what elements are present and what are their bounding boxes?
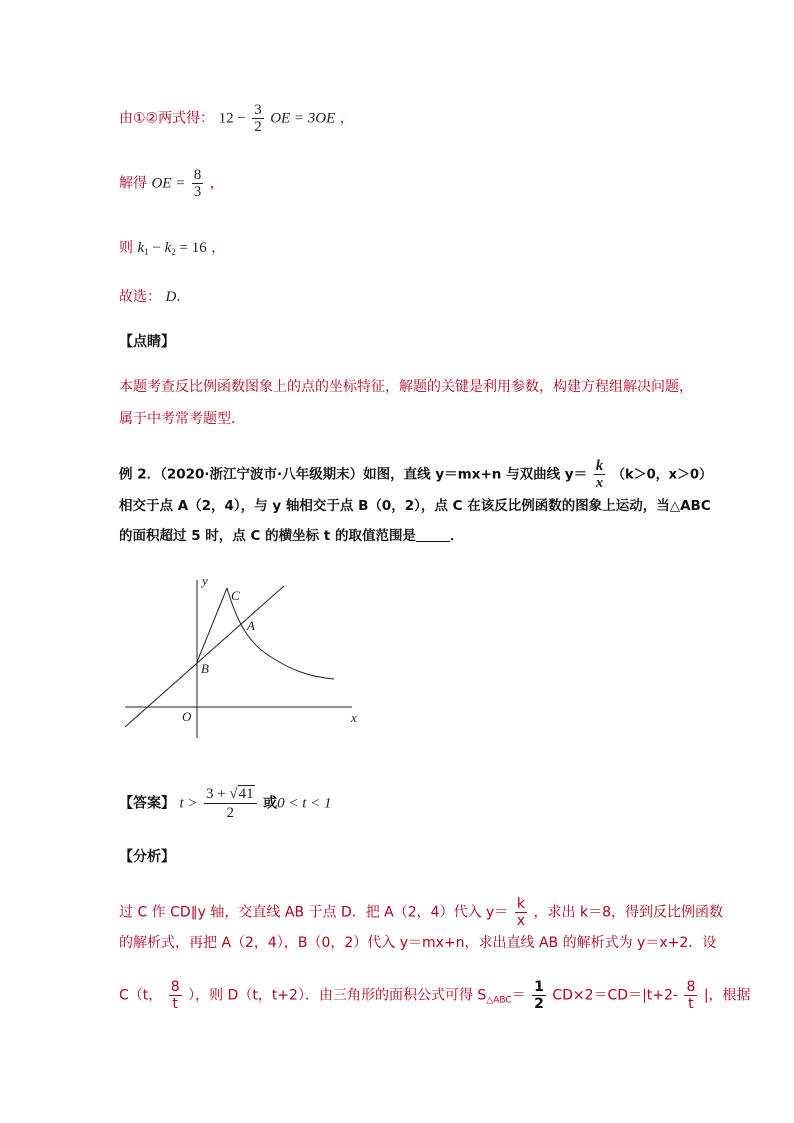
fraction-numerator: k	[595, 458, 604, 474]
line-ab	[125, 586, 284, 727]
fraction-denominator: 3	[193, 184, 202, 200]
analysis-text-1a: 过 C 作 CD∥y 轴，交直线 AB 于点 D．把 A（2，4）代入 y＝	[119, 904, 509, 921]
example-2-text-a: 例 2．（2020·浙江宁波市·八年级期末）如图，直线 y＝mx+n 与双曲线 y＝	[119, 466, 588, 483]
dianjing-paragraph-2: 属于中考常考题型．	[119, 411, 245, 427]
answer-blank	[416, 541, 450, 542]
fraction-numerator: 8	[193, 167, 202, 183]
area-subscript: △ABC	[486, 995, 512, 1006]
point-b-label: B	[201, 661, 209, 676]
fraction-8-over-t	[169, 979, 182, 1012]
subscript-1: 1	[144, 247, 149, 257]
dianjing-paragraph-1: 本题考查反比例函数图象上的点的坐标特征，解题的关键是利用参数，构建方程组解决问题，	[119, 379, 693, 395]
equals-16: = 16	[175, 240, 207, 256]
fraction-one-half	[532, 979, 546, 1012]
analysis-text-3d: CD×2＝CD＝|t+2-	[552, 987, 678, 1004]
fraction-denominator: 2	[534, 996, 544, 1012]
fraction-k-over-x	[515, 896, 527, 929]
example-2-text-c: 的面积超过 5 时，点 C 的横坐标 t 的取值范围是	[119, 528, 416, 544]
step-4-suffix: .	[176, 289, 181, 305]
fraction-three-halves	[252, 102, 264, 135]
solution-step-3	[119, 238, 225, 262]
fraction-numerator	[204, 785, 257, 804]
segment-bc	[197, 588, 227, 662]
sqrt-radicand: 41	[238, 786, 254, 802]
fraction-denominator: 2	[226, 805, 235, 821]
origin-label: O	[182, 709, 192, 724]
answer-heading: 【答案】	[119, 795, 175, 812]
equals-sign: ＝	[511, 987, 526, 1004]
example-2-text-b: （k＞0，x＞0）	[611, 467, 713, 483]
fraction-k-over-x	[594, 458, 606, 491]
fraction-denominator: t	[688, 996, 694, 1012]
analysis-text-1b: ，求出 k＝8，得到反比例函数	[533, 904, 723, 921]
minus-sign: −	[148, 240, 165, 256]
analysis-heading: 【分析】	[119, 849, 175, 865]
step-2-lhs: OE =	[151, 175, 186, 192]
fraction-eight-thirds	[192, 167, 204, 200]
fraction-numerator: 1	[534, 979, 544, 995]
analysis-text-3b: ），则 D（t，t+2）．由三角形的面积公式可得 S	[188, 987, 487, 1004]
numerator-three-plus: 3 +	[205, 786, 230, 802]
example-2-line-1	[119, 458, 712, 491]
fraction-denominator: t	[172, 996, 178, 1012]
solution-step-2	[119, 167, 224, 200]
analysis-line-2: 的解析式，再把 A（2，4），B（0，2）代入 y＝mx+n，求出直线 AB 的解析式为 y＝x+2．设	[119, 935, 717, 951]
step-3-prefix: 则	[119, 240, 138, 256]
step-3-suffix: ，	[211, 240, 226, 256]
hyperbola-curve	[227, 588, 334, 679]
fraction-numerator: k	[515, 896, 527, 913]
step-4-prefix: 故选：	[119, 289, 161, 305]
sqrt-sign: √	[229, 786, 238, 802]
step-1-prefix: 由①②两式得：	[119, 110, 215, 127]
answer-range: 0 < t < 1	[277, 795, 332, 812]
example-2-line-3	[119, 526, 463, 546]
fraction-numerator: 8	[170, 979, 180, 995]
analysis-text-3e: |，根据	[703, 987, 751, 1004]
k-symbol: k	[164, 240, 172, 256]
analysis-line-1	[119, 896, 723, 929]
answer-t-greater: t >	[179, 795, 198, 812]
fraction-denominator: x	[516, 913, 526, 929]
step-1-suffix: ，	[339, 110, 354, 127]
fraction-denominator: 2	[254, 119, 262, 135]
step-1-lhs: 12 −	[218, 110, 246, 127]
x-axis-label: x	[351, 710, 357, 725]
subscript-2: 2	[171, 247, 176, 257]
answer-fraction	[204, 785, 257, 822]
point-c-label: C	[231, 588, 240, 603]
analysis-line-3	[119, 979, 751, 1012]
solution-step-4	[119, 287, 181, 307]
step-1-rhs: OE = 3OE	[270, 110, 336, 127]
example-2-period: ．	[449, 528, 464, 544]
answer-line	[119, 785, 332, 822]
fraction-numerator: 3	[254, 102, 262, 118]
fraction-denominator: x	[595, 475, 604, 491]
chosen-answer: D	[165, 289, 177, 305]
analysis-text-3a: C（t，	[119, 987, 163, 1004]
fraction-numerator: 8	[686, 979, 696, 995]
dianjing-heading: 【点睛】	[119, 334, 175, 350]
step-2-prefix: 解得	[119, 175, 152, 192]
k-symbol: k	[137, 240, 145, 256]
answer-or: 或	[263, 795, 278, 812]
solution-step-1	[119, 102, 354, 135]
point-a-label: A	[247, 618, 255, 633]
step-2-suffix: ，	[209, 175, 224, 192]
fraction-8-over-t-2	[684, 979, 697, 1012]
example-2-line-2: 相交于点 A（2，4），与 y 轴相交于点 B（0，2），点 C 在该反比例函数的图象上运动，当△ABC	[119, 498, 711, 514]
y-axis-label: y	[202, 573, 208, 588]
function-graph-figure	[120, 570, 370, 745]
